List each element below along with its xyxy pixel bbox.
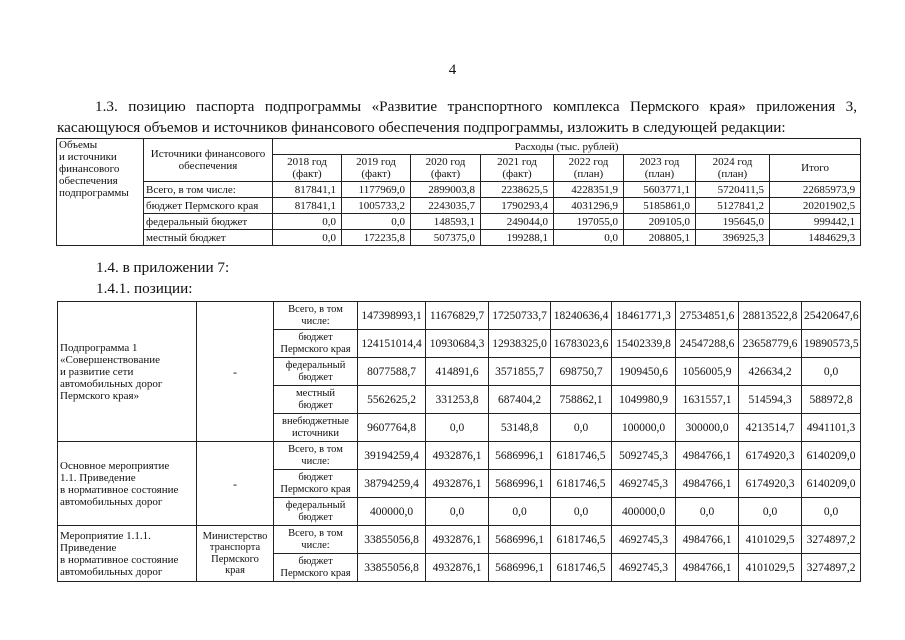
value-cell: 5185861,0 (624, 198, 696, 214)
paragraph-1-3-line2: касающуюся объемов и источников финансового обеспечения подпрограммы, изложить в следующей редакции: (57, 119, 786, 136)
value-cell: 4984766,1 (676, 526, 739, 554)
value-cell: 19890573,5 (802, 330, 861, 358)
value-cell: 426634,2 (739, 358, 802, 386)
value-cell: 758862,1 (551, 386, 612, 414)
value-cell: 28813522,8 (739, 302, 802, 330)
value-cell: 12938325,0 (489, 330, 551, 358)
value-cell: 4984766,1 (676, 554, 739, 582)
table-row (57, 230, 861, 246)
position-name-cell: Подпрограмма 1 «Совершенствование и развитие сети автомобильных дорог Пермского края» (58, 302, 197, 442)
financing-table (56, 138, 861, 246)
value-cell: 4941101,3 (802, 414, 861, 442)
value-cell: 5686996,1 (489, 554, 551, 582)
year-header-cell: 2023 год (план) (624, 155, 696, 182)
value-cell: 5686996,1 (489, 526, 551, 554)
position-name-cell: Основное мероприятие 1.1. Приведение в нормативное состояние автомобильных дорог (58, 442, 197, 526)
value-cell: 817841,1 (273, 198, 342, 214)
value-cell: 0,0 (802, 498, 861, 526)
value-cell: 999442,1 (770, 214, 861, 230)
value-cell: 4228351,9 (554, 182, 624, 198)
value-cell: 4101029,5 (739, 526, 802, 554)
executor-cell: - (197, 442, 274, 526)
value-cell: 300000,0 (676, 414, 739, 442)
value-cell: 0,0 (676, 498, 739, 526)
value-cell: 1005733,2 (342, 198, 411, 214)
value-cell: 199288,1 (481, 230, 554, 246)
value-cell: 16783023,6 (551, 330, 612, 358)
executor-cell: - (197, 302, 274, 442)
value-cell: 6140209,0 (802, 442, 861, 470)
value-cell: 197055,0 (554, 214, 624, 230)
value-cell: 38794259,4 (358, 470, 426, 498)
value-cell: 5127841,2 (696, 198, 770, 214)
value-cell: 5092745,3 (612, 442, 676, 470)
value-cell: 22685973,9 (770, 182, 861, 198)
year-header-cell: 2022 год (план) (554, 155, 624, 182)
value-cell: 3274897,2 (802, 526, 861, 554)
value-cell: 24547288,6 (676, 330, 739, 358)
value-cell: 3274897,2 (802, 554, 861, 582)
value-cell: 2238625,5 (481, 182, 554, 198)
table-row (57, 182, 861, 198)
value-cell: 1909450,6 (612, 358, 676, 386)
value-cell: 1049980,9 (612, 386, 676, 414)
value-cell: 0,0 (426, 498, 489, 526)
year-header-cell: 2020 год (факт) (411, 155, 481, 182)
paragraph-1-3 (57, 96, 857, 138)
value-cell: 39194259,4 (358, 442, 426, 470)
year-header-cell: 2021 год (факт) (481, 155, 554, 182)
source-label-cell: бюджет Пермского края (144, 198, 273, 214)
value-cell: 0,0 (551, 414, 612, 442)
year-header-cell: Итого (770, 155, 861, 182)
expenses-header-cell: Расходы (тыс. рублей) (273, 139, 861, 155)
value-cell: 6181746,5 (551, 442, 612, 470)
value-cell: 0,0 (273, 214, 342, 230)
value-cell: 4692745,3 (612, 554, 676, 582)
page-number: 4 (448, 62, 457, 78)
value-cell: 195645,0 (696, 214, 770, 230)
value-cell: 10930684,3 (426, 330, 489, 358)
value-cell: 23658779,6 (739, 330, 802, 358)
value-cell: 0,0 (802, 358, 861, 386)
paragraph-1-3-line1: 1.3. позицию паспорта подпрограммы «Развитие транспортного комплекса Пермского края» приложения 3, (95, 98, 857, 115)
value-cell: 249044,0 (481, 214, 554, 230)
year-header-cell: 2018 год (факт) (273, 155, 342, 182)
value-cell: 124151014,4 (358, 330, 426, 358)
value-cell: 6174920,3 (739, 442, 802, 470)
table-row (57, 198, 861, 214)
source-label-cell: местный бюджет (274, 386, 358, 414)
value-cell: 18240636,4 (551, 302, 612, 330)
value-cell: 0,0 (739, 498, 802, 526)
table-row (58, 442, 861, 470)
source-label-cell: Всего, в том числе: (274, 526, 358, 554)
value-cell: 53148,8 (489, 414, 551, 442)
value-cell: 5603771,1 (624, 182, 696, 198)
value-cell: 1631557,1 (676, 386, 739, 414)
value-cell: 0,0 (551, 498, 612, 526)
value-cell: 687404,2 (489, 386, 551, 414)
source-label-cell: Всего, в том числе: (274, 302, 358, 330)
value-cell: 5562625,2 (358, 386, 426, 414)
source-label-cell: Всего, в том числе: (144, 182, 273, 198)
value-cell: 1790293,4 (481, 198, 554, 214)
table-row (57, 214, 861, 230)
value-cell: 4031296,9 (554, 198, 624, 214)
value-cell: 17250733,7 (489, 302, 551, 330)
value-cell: 4984766,1 (676, 470, 739, 498)
position-name-cell: Мероприятие 1.1.1. Приведение в нормативное состояние автомобильных дорог (58, 526, 197, 582)
value-cell: 0,0 (426, 414, 489, 442)
value-cell: 1177969,0 (342, 182, 411, 198)
value-cell: 0,0 (342, 214, 411, 230)
source-label-cell: бюджет Пермского края (274, 554, 358, 582)
row-header-cell: Объемы и источники финансового обеспечения подпрограммы (57, 139, 144, 246)
value-cell: 4101029,5 (739, 554, 802, 582)
value-cell: 5720411,5 (696, 182, 770, 198)
value-cell: 2243035,7 (411, 198, 481, 214)
source-label-cell: федеральный бюджет (274, 358, 358, 386)
value-cell: 147398993,1 (358, 302, 426, 330)
value-cell: 1056005,9 (676, 358, 739, 386)
value-cell: 6140209,0 (802, 470, 861, 498)
value-cell: 6181746,5 (551, 526, 612, 554)
value-cell: 2899003,8 (411, 182, 481, 198)
source-label-cell: бюджет Пермского края (274, 470, 358, 498)
value-cell: 4932876,1 (426, 470, 489, 498)
value-cell: 6174920,3 (739, 470, 802, 498)
value-cell: 0,0 (273, 230, 342, 246)
value-cell: 33855056,8 (358, 554, 426, 582)
value-cell: 8077588,7 (358, 358, 426, 386)
value-cell: 1484629,3 (770, 230, 861, 246)
value-cell: 5686996,1 (489, 442, 551, 470)
heading-1-4: 1.4. в приложении 7: (96, 259, 230, 276)
value-cell: 9607764,8 (358, 414, 426, 442)
year-header-cell: 2019 год (факт) (342, 155, 411, 182)
value-cell: 25420647,6 (802, 302, 861, 330)
value-cell: 4932876,1 (426, 554, 489, 582)
value-cell: 3571855,7 (489, 358, 551, 386)
value-cell: 396925,3 (696, 230, 770, 246)
value-cell: 6181746,5 (551, 470, 612, 498)
value-cell: 0,0 (489, 498, 551, 526)
sources-header-cell: Источники финансового обеспечения (144, 139, 273, 182)
table-row (58, 526, 861, 554)
value-cell: 148593,1 (411, 214, 481, 230)
value-cell: 4213514,7 (739, 414, 802, 442)
value-cell: 414891,6 (426, 358, 489, 386)
source-label-cell: Всего, в том числе: (274, 442, 358, 470)
value-cell: 4932876,1 (426, 526, 489, 554)
value-cell: 588972,8 (802, 386, 861, 414)
value-cell: 20201902,5 (770, 198, 861, 214)
value-cell: 507375,0 (411, 230, 481, 246)
value-cell: 27534851,6 (676, 302, 739, 330)
value-cell: 208805,1 (624, 230, 696, 246)
value-cell: 18461771,3 (612, 302, 676, 330)
year-header-cell: 2024 год (план) (696, 155, 770, 182)
source-label-cell: федеральный бюджет (144, 214, 273, 230)
value-cell: 15402339,8 (612, 330, 676, 358)
source-label-cell: федеральный бюджет (274, 498, 358, 526)
value-cell: 698750,7 (551, 358, 612, 386)
value-cell: 331253,8 (426, 386, 489, 414)
value-cell: 817841,1 (273, 182, 342, 198)
value-cell: 400000,0 (612, 498, 676, 526)
heading-1-4-1: 1.4.1. позиции: (96, 280, 193, 297)
value-cell: 100000,0 (612, 414, 676, 442)
value-cell: 4692745,3 (612, 470, 676, 498)
value-cell: 514594,3 (739, 386, 802, 414)
source-label-cell: бюджет Пермского края (274, 330, 358, 358)
value-cell: 209105,0 (624, 214, 696, 230)
value-cell: 400000,0 (358, 498, 426, 526)
value-cell: 172235,8 (342, 230, 411, 246)
value-cell: 4692745,3 (612, 526, 676, 554)
value-cell: 0,0 (554, 230, 624, 246)
table-header-row (57, 139, 861, 155)
value-cell: 6181746,5 (551, 554, 612, 582)
value-cell: 33855056,8 (358, 526, 426, 554)
table-row (58, 302, 861, 330)
value-cell: 4932876,1 (426, 442, 489, 470)
value-cell: 4984766,1 (676, 442, 739, 470)
value-cell: 11676829,7 (426, 302, 489, 330)
source-label-cell: местный бюджет (144, 230, 273, 246)
source-label-cell: внебюджетные источники (274, 414, 358, 442)
value-cell: 5686996,1 (489, 470, 551, 498)
executor-cell: Министерство транспорта Пермского края (197, 526, 274, 582)
appendix-7-table (57, 301, 861, 582)
